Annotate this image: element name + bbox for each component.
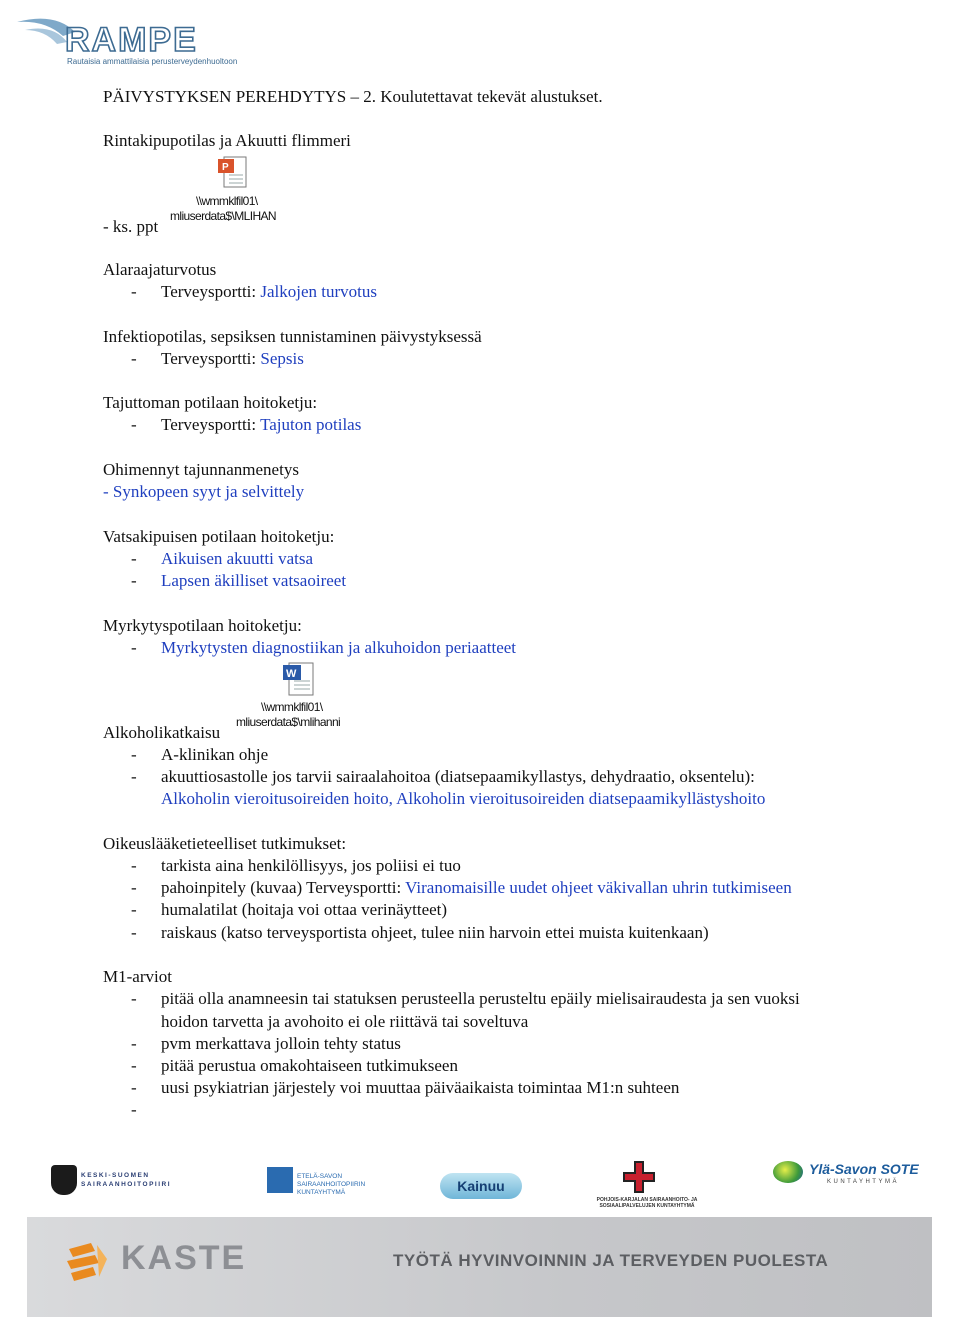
list-item: akuuttiosastolle jos tarvii sairaalahoitoa (diatsepaamikyllastys, dehydraatio, oksentelu): bbox=[161, 767, 755, 786]
item-prefix: pahoinpitely (kuvaa) Terveysportti: bbox=[161, 878, 406, 897]
list-dash: - bbox=[131, 900, 137, 919]
section-heading: Ohimennyt tajunnanmenetys bbox=[103, 460, 299, 479]
section-heading: Rintakipupotilas ja Akuutti flimmeri bbox=[103, 131, 351, 150]
rampe-logo bbox=[15, 8, 255, 68]
list-item: A-klinikan ohje bbox=[161, 745, 269, 764]
logo-pohjois-karjala: POHJOIS-KARJALAN SAIRAANHOITO- JA SOSIAALIPALVELUJEN KUNTAYHTYMÄ bbox=[596, 1197, 698, 1209]
list-dash: - bbox=[131, 1078, 137, 1097]
link-myrkytysten-diagnostiikka[interactable]: Myrkytysten diagnostiikan ja alkuhoidon periaatteet bbox=[161, 638, 517, 657]
list-dash: - bbox=[131, 989, 137, 1008]
list-item bbox=[161, 877, 792, 899]
section-heading: Alaraajaturvotus bbox=[103, 260, 217, 279]
section-heading: Myrkytyspotilaan hoitoketju: bbox=[103, 616, 302, 635]
section-heading: M1-arviot bbox=[103, 967, 172, 986]
kaste-banner bbox=[27, 1217, 932, 1317]
list-item: tarkista aina henkilöllisyys, jos poliisi ei tuo bbox=[161, 856, 461, 875]
rampe-tagline: Rautaisia ammattilaisia perusterveydenhuoltoon bbox=[67, 57, 238, 66]
svg-text:W: W bbox=[286, 668, 297, 680]
list-dash: - bbox=[131, 549, 137, 568]
footer-slogan: TYÖTÄ HYVINVOINNIN JA TERVEYDEN PUOLESTA bbox=[393, 1251, 829, 1270]
section-heading: Infektiopotilas, sepsiksen tunnistaminen päivystyksessä bbox=[103, 327, 482, 346]
section-heading: Alkoholikatkaisu bbox=[103, 723, 221, 742]
list-item: pitää perustua omakohtaiseen tutkimukseen bbox=[161, 1056, 458, 1075]
list-item: uusi psykiatrian järjestely voi muuttaa päiväaikaista toimintaa M1:n suhteen bbox=[161, 1078, 680, 1097]
section-heading: Tajuttoman potilaan hoitoketju: bbox=[103, 393, 318, 412]
link-synkopee[interactable]: - Synkopeen syyt ja selvittely bbox=[103, 482, 305, 501]
embed-path-line1: \\wmmklfil01\ bbox=[261, 700, 323, 714]
item-prefix: Terveysportti: bbox=[161, 282, 261, 301]
link-jalkojen-turvotus[interactable]: Jalkojen turvotus bbox=[260, 282, 378, 301]
kaste-brush-icon bbox=[65, 1239, 111, 1285]
logo-kainuu: Kainuu bbox=[440, 1173, 522, 1199]
logo-yla-savo-sub: KUNTAYHTYMÄ bbox=[827, 1179, 899, 1185]
item-prefix: Terveysportti: bbox=[161, 349, 261, 368]
link-alkoholin-vieroitus[interactable]: Alkoholin vieroitusoireiden hoito, Alkoholin vieroitusoireiden diatsepaamikyllästyshoito bbox=[161, 789, 766, 808]
rampe-logo-text: RAMPE bbox=[65, 21, 198, 59]
list-dash: - bbox=[131, 571, 137, 590]
list-item bbox=[161, 281, 377, 303]
logo-kaste: KASTE bbox=[121, 1239, 247, 1277]
link-aikuisen-akuutti-vatsa[interactable]: Aikuisen akuutti vatsa bbox=[161, 549, 314, 568]
yla-savo-globe-icon bbox=[773, 1161, 803, 1183]
item-prefix: Terveysportti: bbox=[161, 415, 261, 434]
list-dash: - bbox=[131, 767, 137, 786]
list-item: humalatilat (hoitaja voi ottaa verinäytteet) bbox=[161, 900, 448, 919]
list-dash: - bbox=[131, 282, 137, 301]
logo-keski-suomi: KESKI-SUOMEN SAIRAANHOITOPIIRI bbox=[81, 1172, 172, 1188]
embed-path-line2: mliuserdata$\mlihanni bbox=[236, 715, 341, 729]
link-sepsis[interactable]: Sepsis bbox=[260, 349, 304, 368]
list-dash: - bbox=[131, 856, 137, 875]
list-dash: - bbox=[131, 1100, 137, 1119]
pohjois-karjala-cross-icon bbox=[623, 1161, 655, 1193]
link-tajuton-potilas[interactable]: Tajuton potilas bbox=[260, 415, 362, 434]
embed-path-line2: mliuserdata$\MLIHAN bbox=[170, 209, 276, 223]
list-dash: - bbox=[131, 1034, 137, 1053]
list-item-continuation: hoidon tarvetta ja avohoito ei ole riittävä tai soveltuva bbox=[161, 1012, 529, 1031]
word-file-icon[interactable] bbox=[281, 661, 317, 697]
section-heading: Oikeuslääketieteelliset tutkimukset: bbox=[103, 834, 347, 853]
page-title: PÄIVYSTYKSEN PEREHDYTYS – 2. Koulutettavat tekevät alustukset. bbox=[103, 87, 603, 106]
embed-path-line1: \\wmmklfil01\ bbox=[196, 194, 258, 208]
list-item bbox=[161, 348, 304, 370]
link-viranomaisille-ohjeet[interactable]: Viranomaisille uudet ohjeet väkivallan uhrin tutkimiseen bbox=[405, 878, 792, 897]
list-item: raiskaus (katso terveysportista ohjeet, tulee niin harvoin ettei muista kuitenkaan) bbox=[161, 923, 709, 942]
etela-savo-icon bbox=[267, 1167, 293, 1193]
keski-suomi-crest-icon bbox=[51, 1165, 77, 1195]
list-dash: - bbox=[131, 349, 137, 368]
list-dash: - bbox=[131, 638, 137, 657]
list-dash: - bbox=[131, 1056, 137, 1075]
list-dash: - bbox=[131, 415, 137, 434]
section-prefix: - ks. ppt bbox=[103, 217, 159, 236]
powerpoint-file-icon[interactable] bbox=[216, 155, 250, 189]
list-dash: - bbox=[131, 923, 137, 942]
list-item: pitää olla anamneesin tai statuksen perusteella perusteltu epäily mielisairaudesta ja sen vuoksi bbox=[161, 989, 800, 1008]
list-item bbox=[161, 414, 361, 436]
logo-etela-savo: ETELÄ-SAVON SAIRAANHOITOPIIRIN KUNTAYHTYMÄ bbox=[297, 1173, 366, 1196]
list-dash: - bbox=[131, 878, 137, 897]
list-dash: - bbox=[131, 745, 137, 764]
svg-text:P: P bbox=[222, 162, 229, 173]
footer bbox=[27, 1147, 932, 1317]
link-lapsen-vatsaoireet[interactable]: Lapsen äkilliset vatsaoireet bbox=[161, 571, 347, 590]
list-item: pvm merkattava jolloin tehty status bbox=[161, 1034, 401, 1053]
section-heading: Vatsakipuisen potilaan hoitoketju: bbox=[103, 527, 335, 546]
logo-yla-savo: Ylä-Savon SOTE bbox=[809, 1161, 919, 1177]
